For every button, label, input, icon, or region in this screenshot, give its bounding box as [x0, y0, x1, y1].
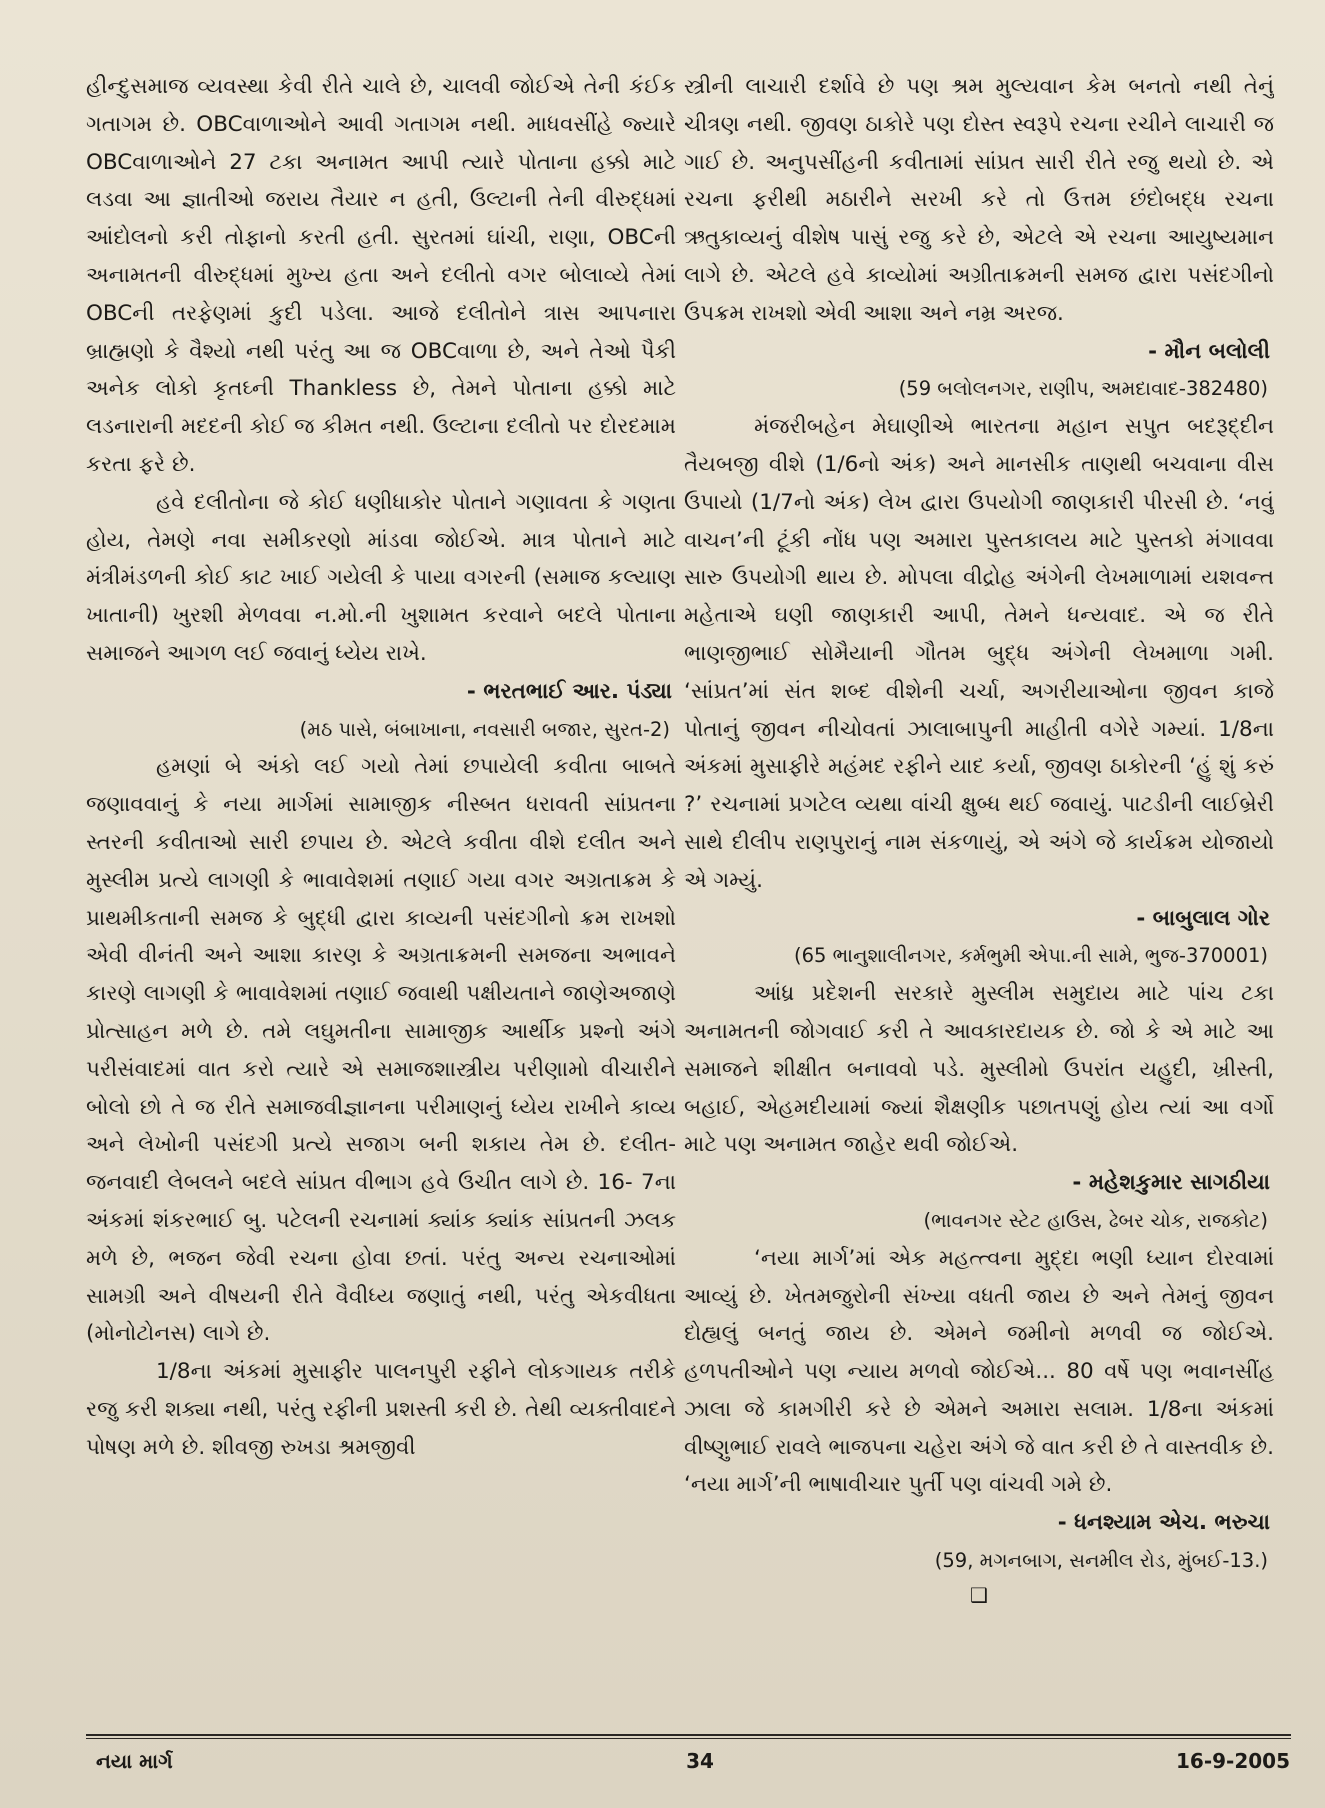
letter-paragraph: 1/8ના અંકમાં મુસાફીર પાલનપુરી રફીને લોકગાયક તરીકે રજુ કરી શક્યા નથી, પરંતુ રફીની પ્રશસ્તી કરી છે. તેથી વ્યક્તીવાદને પોષણ મળે છે. શીવજી રુખડા શ્રમજીવી [86, 1359, 676, 1460]
letter-paragraph: મંજરીબહેન મેઘાણીએ ભારતના મહાન સપુત બદરૂદ્દીન તૈયબજી વીશે (1/6નો અંક) અને માનસીક તાણથી બચવાના વીસ ઉપાયો (1/7નો અંક) લેખ દ્વારા ઉપયોગી જાણકારી પીરસી છે. ‘નવું વાચન’ની ટૂંકી નોંધ પણ અમારા પુસ્તકાલય માટે પુસ્તકો મંગાવવા સારુ ઉપયોગી થાય છે. મોપલા વીદ્રોહ અંગેની લેખમાળામાં યશવન્ત મહેતાએ ઘણી જાણકારી આપી, તેમને ધન્યવાદ. એ જ રીતે ભાણજીભાઈ સોમૈયાની ગૌતમ બુદ્ધ અંગેની લેખમાળા ગમી. ‘સાંપ્રત’માં સંત શબ્દ વીશેની ચર્ચા, અગરીયાઓના જીવન કાજે પોતાનું જીવન નીચોવતાં ઝાલાબાપુની માહીતી વગેરે ગમ્યાં. 1/8ના અંકમાં મુસાફીરે મહંમદ રફીને યાદ કર્યા, જીવણ ઠાકોરની ‘હું શું કરું ?’ રચનામાં પ્રગટેલ વ્યથા વાંચી ક્ષુબ્ધ થઈ જવાયું. પાટડીની લાઈબ્રેરી સાથે દીલીપ રાણપુરાનું નામ સંકળાયું, એ અંગે જે કાર્યક્રમ યોજાયો એ ગમ્યું. [684, 414, 1274, 893]
footer-date: 16-9-2005 [1175, 1749, 1290, 1773]
letter-address: (ભાવનગર સ્ટેટ હાઉસ, ઢેબર ચોક, રાજકોટ) [923, 1208, 1268, 1232]
letter-signature: - મહેશકુમાર સાગઠીયા [1072, 1170, 1270, 1196]
letter-address: (મઠ પાસે, બંબાખાના, નવસારી બજાર, સુરત-2) [299, 717, 670, 741]
letter-paragraph: હમણાં બે અંકો લઈ ગયો તેમાં છપાયેલી કવીતા બાબતે જણાવવાનું કે નયા માર્ગમાં સામાજીક નીસ્બત ધરાવતી સાંપ્રતના સ્તરની કવીતાઓ સારી છપાય છે. એટલે કવીતા વીશે દલીત અને મુસ્લીમ પ્રત્યે લાગણી કે ભાવાવેશમાં તણાઈ ગયા વગર અગ્રતાક્રમ કે પ્રાથમીકતાની સમજ કે બુદ્ધી દ્વારા કાવ્યની પસંદગીનો ક્રમ રાખશો એવી વીનંતી અને આશા કારણ કે અગ્રતાક્રમની સમજના અભાવને કારણે લાગણી કે ભાવાવેશમાં તણાઈ જવાથી પક્ષીયતાને જાણેઅજાણે પ્રોત્સાહન મળે છે. તમે લઘુમતીના સામાજીક આર્થીક પ્રશ્નો અંગે પરીસંવાદમાં વાત કરો ત્યારે એ સમાજશાસ્ત્રીય પરીણામો વીચારીને બોલો છો તે જ રીતે સમાજવીજ્ઞાનના પરીમાણનું ધ્યેય રાખીને કાવ્ય અને લેખોની પસંદગી પ્રત્યે સજાગ બની શકાય તેમ છે. દલીત-જનવાદી લેબલને બદલે સાંપ્રત વીભાગ હવે ઉચીત લાગે છે. 16- 7ના અંકમાં શંકરભાઈ બુ. પટેલની રચનામાં ક્યાંક ક્યાંક સાંપ્રતની ઝલક મળે છે, ભજન જેવી રચના હોવા છતાં. પરંતુ અન્ય રચનાઓમાં સામગ્રી અને વીષયની રીતે વૈવીધ્ય જણાતું નથી, પરંતુ એકવીધતા (મોનોટોનસ) લાગે છે. [86, 754, 676, 1347]
left-column [86, 68, 676, 1706]
right-column [684, 68, 1274, 1706]
footer-magazine-name: નયા માર્ગ [96, 1749, 173, 1773]
footer-page-number: 34 [686, 1749, 714, 1773]
letter-paragraph: હવે દલીતોના જે કોઈ ધણીધાકોર પોતાને ગણાવતા કે ગણતા હોય, તેમણે નવા સમીકરણો માંડવા જોઈએ. માત્ર પોતાને માટે મંત્રીમંડળની કોઈ કાટ ખાઈ ગયેલી કે પાયા વગરની (સમાજ કલ્યાણ ખાતાની) ખુરશી મેળવવા ન.મો.ની ખુશામત કરવાને બદલે પોતાના સમાજને આગળ લઈ જવાનું ધ્યેય રાખે. [86, 489, 676, 666]
letter-paragraph: સ્ત્રીની લાચારી દર્શાવે છે પણ શ્રમ મુલ્યવાન કેમ બનતો નથી તેનું ચીત્રણ નથી. જીવણ ઠાકોરે પણ દોસ્ત સ્વરૂપે રચના રચીને લાચારી જ ગાઈ છે. અનુપસીંહની કવીતામાં સાંપ્રત સારી રીતે રજુ થયો છે. એ રચના ફરીથી મઠારીને સરખી કરે તો ઉત્તમ છંદોબદ્ધ રચના ઋતુકાવ્યનું વીશેષ પાસું રજુ કરે છે, એટલે એ રચના આયુષ્યમાન લાગે છે. એટલે હવે કાવ્યોમાં અગ્રીતાક્રમની સમજ દ્વારા પસંદગીનો ઉપક્રમ રાખશો એવી આશા અને નમ્ર અરજ. [684, 74, 1274, 326]
letter-signature: - મૌન બલોલી [1148, 338, 1270, 364]
letter-paragraph: ‘નયા માર્ગ’માં એક મહત્ત્વના મુદ્દા ભણી ધ્યાન દોરવામાં આવ્યું છે. ખેતમજુરોની સંખ્યા વધતી જાય છે અને તેમનું જીવન દોહ્યલું બનતું જાય છે. એમને જમીનો મળવી જ જોઈએ. હળપતીઓને પણ ન્યાય મળવો જોઈએ... 80 વર્ષે પણ ભવાનસીંહ ઝાલા જે કામગીરી કરે છે એમને અમારા સલામ. 1/8ના અંકમાં વીષ્ણુભાઈ રાવલે ભાજપના ચહેરા અંગે જે વાત કરી છે તે વાસ્તવીક છે. ‘નયા માર્ગ’ની ભાષાવીચાર પુર્તી પણ વાંચવી ગમે છે. [684, 1245, 1274, 1498]
letter-signature: - બાબુલાલ ગોર [1136, 905, 1270, 931]
letter-signature: - ધનશ્યામ એચ. ભરુચા [1057, 1510, 1270, 1536]
letter-signature: - ભરતભાઈ આર. પંડ્યા [466, 678, 672, 704]
letter-address: (65 ભાનુશાલીનગર, કર્મભુમી એપા.ની સામે, ભુજ-370001) [794, 944, 1268, 968]
end-of-article-icon: ❑ [970, 1582, 988, 1607]
letter-address: (59 બલોલનગર, રાણીપ, અમદાવાદ-382480) [898, 377, 1268, 401]
letter-address: (59, મગનબાગ, સનમીલ રોડ, મુંબઈ-13.) [934, 1549, 1268, 1573]
footer-divider [86, 1734, 1291, 1739]
letter-paragraph: હીન્દુસમાજ વ્યવસ્થા કેવી રીતે ચાલે છે, ચાલવી જોઈએ તેની કંઈક ગતાગમ છે. OBCવાળાઓને આવી ગતાગમ નથી. માધવસીંહે જ્યારે OBCવાળાઓને 27 ટકા અનામત આપી ત્યારે પોતાના હક્કો માટે લડવા આ જ્ઞાતીઓ જરાય તૈયાર ન હતી, ઉલ્ટાની તેની વીરુદ્ધમાં આંદોલનો કરી તોફાનો કરતી હતી. સુરતમાં ઘાંચી, રાણા, OBCની અનામતની વીરુદ્ધમાં મુખ્ય હતા અને દલીતો વગર બોલાવ્યે તેમાં OBCની તરફેણમાં કુદી પડેલા. આજે દલીતોને ત્રાસ આપનારા બ્રાહ્મણો કે વૈશ્યો નથી પરંતુ આ જ OBCવાળા છે, અને તેઓ પૈકી અનેક લોકો કૃતઘ્ની Thankless છે, તેમને પોતાના હક્કો માટે લડનારાની મદદની કોઈ જ કીમત નથી. ઉલ્ટાના દલીતો પર દોરદમામ કરતા ફરે છે. [86, 74, 676, 477]
letter-paragraph: આંધ્ર પ્રદેશની સરકારે મુસ્લીમ સમુદાય માટે પાંચ ટકા અનામતની જોગવાઈ કરી તે આવકારદાયક છે. જો કે એ માટે આ સમાજને શીક્ષીત બનાવવો પડે. મુસ્લીમો ઉપરાંત યહુદી, ખ્રીસ્તી, બહાઈ, એહમદીયામાં જ્યાં શૈક્ષણીક પછાતપણું હોય ત્યાં આ વર્ગો માટે પણ અનામત જાહેર થવી જોઈએ. [684, 981, 1274, 1158]
